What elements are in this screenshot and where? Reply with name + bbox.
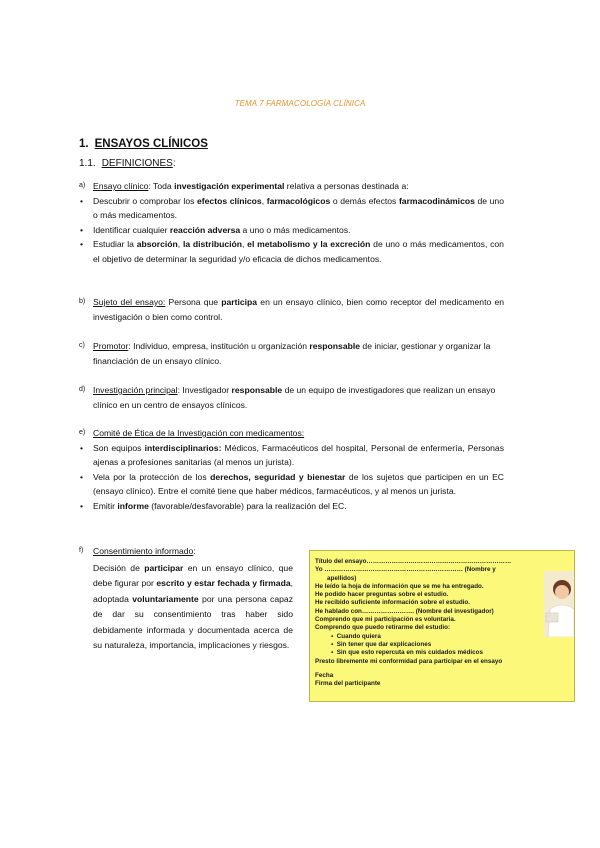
term-label: Investigación principal <box>93 385 178 395</box>
consent-form-image: Título del ensayo…………………………………………………………… Yo ………………………………………………………… (Nombre y apellidos) He leído la hoja de información que se me ha entregado. He podido hacer preguntas sobre el estudio. He recibido suficiente información sobre el estudio. He hablado con……………………. (Nombre del investigador) Comprendo que mi participación es voluntaria. Comprendo que puedo retirarme del estudio: ▪ Cuando quiera ▪ Sin tener que dar explicaciones ▪ Sin que esto repercuta en mis cuidados médicos Presto libremente mi conformidad para participar en el ensayo Fecha Firma del participante <box>309 550 575 702</box>
section-title <box>79 138 208 150</box>
list-item: • Descubrir o comprobar los efectos clínicos, farmacológicos o demás efectos farmacodinámicos de uno o más medicamentos. <box>79 194 504 223</box>
list-letter: b) <box>79 298 86 305</box>
list-item: • Son equipos interdisciplinarios: Médicos, Farmacéuticos del hospital, Personal de enfermería, Personas ajenas a profesiones sanitarias (al menos un jurista). <box>79 441 504 470</box>
section-number: 1. <box>79 138 89 150</box>
definition-b: b) Sujeto del ensayo: Persona que participa en un ensayo clínico, bien como receptor del medicamento en investigación o bien como control. <box>79 297 505 322</box>
list-item: • Vela por la protección de los derechos, seguridad y bienestar de los sujetos que participen en un EC (ensayo clínico). Entre el comité tiene que haber médicos, farmacéuticos, y al menos un jurista. <box>79 470 504 499</box>
list-letter: f) <box>79 547 84 554</box>
definition-d: d) Investigación principal: Investigador responsable de un equipo de investigadores que realizan un ensayo clínico en un centro de ensayos clínicos. <box>79 385 496 410</box>
list-letter: a) <box>79 182 86 189</box>
page-header: TEMA 7 FARMACOLOGÍA CLÍNICA <box>234 99 366 108</box>
section-title-text: ENSAYOS CLÍNICOS <box>94 138 208 150</box>
bullet-list <box>79 194 504 267</box>
list-letter: c) <box>79 342 85 349</box>
consent-definition-text: Decisión de participar en un ensayo clínico, que debe figurar por escrito y estar fechada y firmada, adoptada voluntariamente por una persona capaz de dar su consentimiento tras haber sido debidamente informada y documentada acerca de su naturaleza, importancia, implicaciones y riesgos. <box>93 563 293 651</box>
definition-f: f) Consentimiento informado: <box>79 544 299 559</box>
term-label: Promotor <box>93 341 129 351</box>
bullet-list <box>79 441 504 514</box>
list-item: • Identificar cualquier reacción adversa a uno o más medicamentos. <box>79 223 504 238</box>
term-label: Ensayo clínico <box>93 181 149 191</box>
term-label: Comité de Ética de la Investigación con medicamentos: <box>93 428 305 438</box>
list-item: • Estudiar la absorción, la distribución, el metabolismo y la excreción de uno o más medicamentos, con el objetivo de determinar la seguridad y/o eficacia de dichos medicamentos. <box>79 237 504 266</box>
subsection-title-text: DEFINICIONES <box>101 158 173 169</box>
person-photo-icon <box>544 571 574 637</box>
list-item: • Emitir informe (favorable/desfavorable) para la realización del EC. <box>79 499 504 514</box>
definition-e <box>79 426 504 514</box>
subsection-number: 1.1. <box>79 158 96 169</box>
list-letter: e) <box>79 429 86 436</box>
list-letter: d) <box>79 386 86 393</box>
definition-a: a) Ensayo clínico: Toda investigación experimental relativa a personas destinada a: • Descubrir o comprobar los efectos clínicos, farmacológicos o demás efectos farmacodinámicos de uno o más medicamentos. • Identificar cualquier reacción adversa a uno o más medicamentos. • Estudiar la absorción, la distribución, el metabolismo y la excreción de uno o más medicamentos, con el objetivo de determinar la seguridad y/o eficacia de dichos medicamentos. <box>79 179 504 267</box>
subsection-title: 1.1. DEFINICIONES: <box>79 158 176 169</box>
term-label: Sujeto del ensayo: <box>93 297 166 307</box>
term-label: Consentimiento informado <box>93 546 194 556</box>
definition-c: c) Promotor: Individuo, empresa, institución u organización responsable de iniciar, gestionar y organizar la financiación de un ensayo clínico. <box>79 341 491 366</box>
